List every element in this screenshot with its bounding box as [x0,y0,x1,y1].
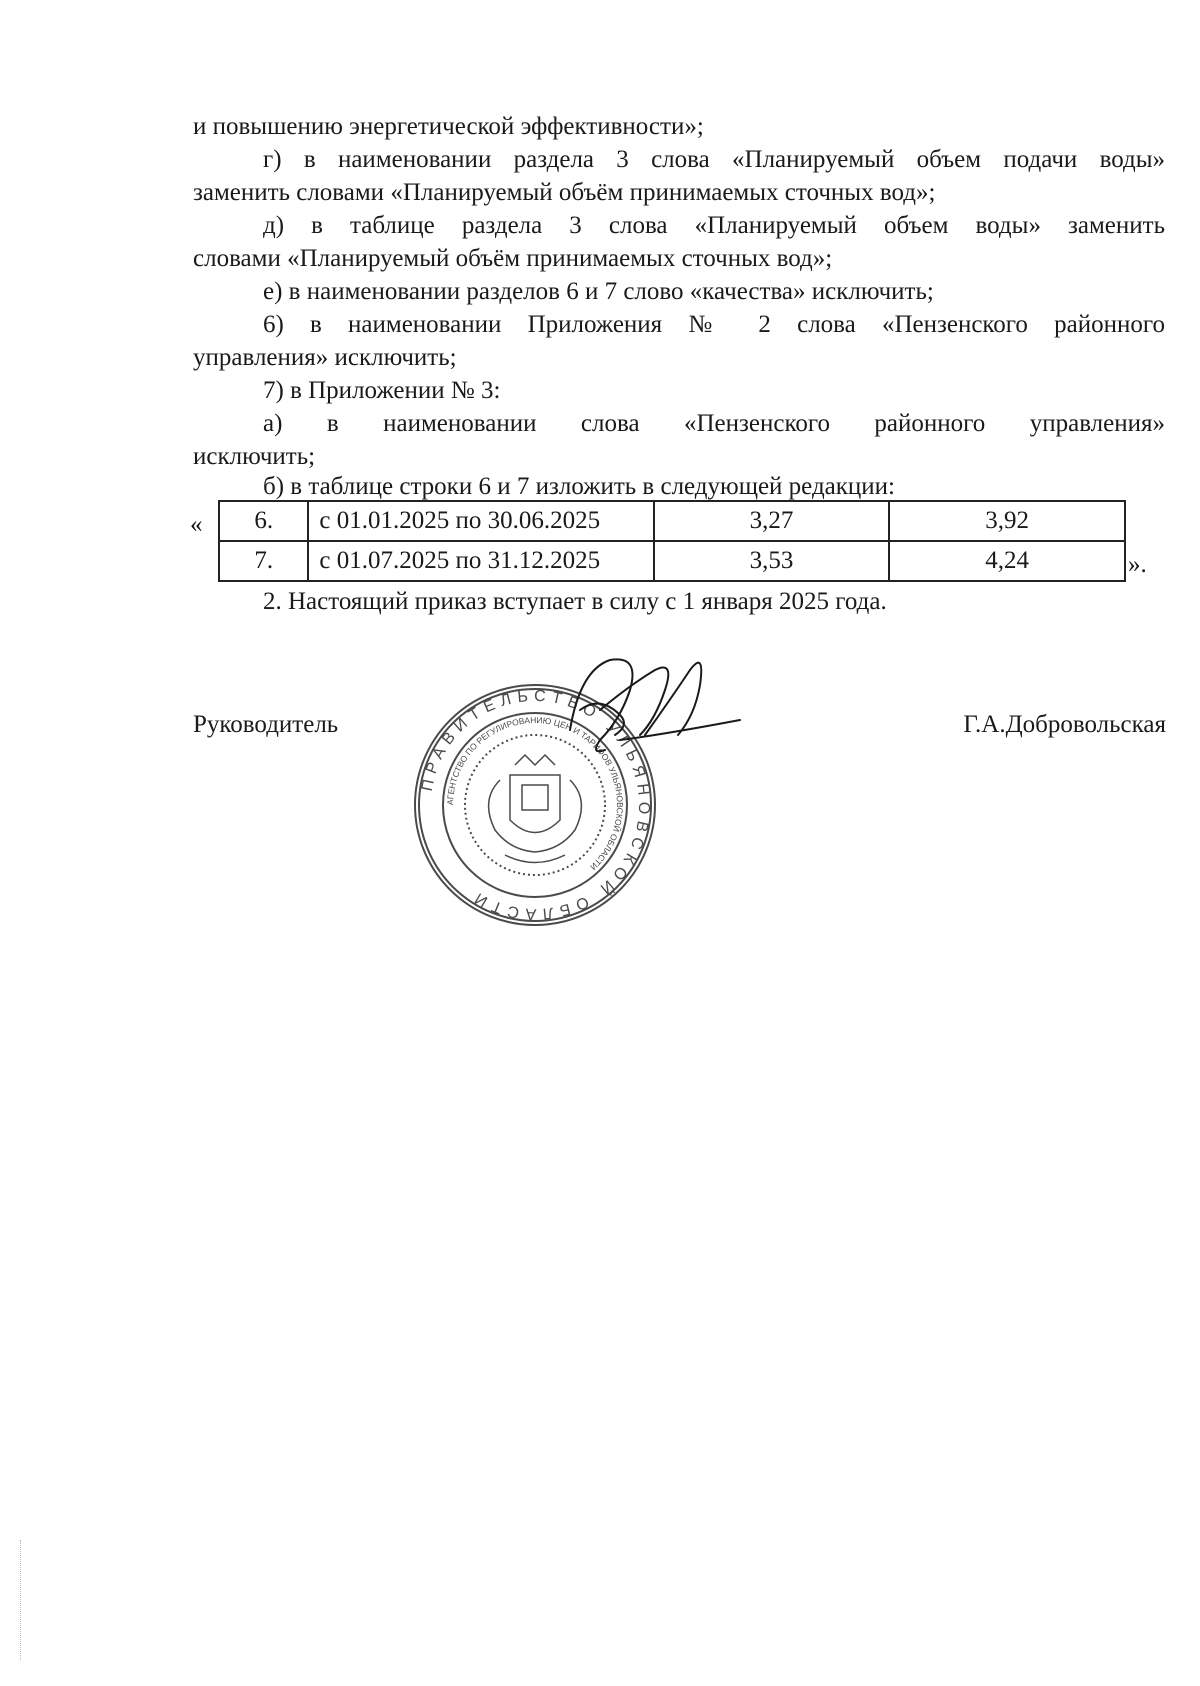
paragraph-g-line2: заменить словами «Планируемый объём принимаемых сточных вод»; [193,179,936,206]
paragraph-d-line2: словами «Планируемый объём принимаемых сточных вод»; [193,245,833,272]
paragraph-d-line1: д) в таблице раздела 3 слова «Планируемый объем воды» заменить [263,212,1165,239]
row-number: 7. [219,541,308,581]
paragraph-7: 7) в Приложении № 3: [263,377,501,404]
paragraph-e: е) в наименовании разделов 6 и 7 слово «качества» исключить; [263,278,934,305]
signatory-name: Г.А.Добровольская [963,711,1166,738]
table-row [219,541,1125,581]
handwritten-signature [560,640,750,780]
paragraph-a-line1: а) в наименовании слова «Пензенского районного управления» [263,410,1165,437]
row-value-2: 3,92 [889,501,1125,541]
table-open-quote: « [190,511,203,538]
table-row [219,501,1125,541]
paragraph-2-effective-date: 2. Настоящий приказ вступает в силу с 1 января 2025 года. [263,588,887,615]
scan-artifact [20,1540,25,1660]
paragraph-6-line1: 6) в наименовании Приложения № 2 слова «Пензенского районного [263,311,1165,338]
row-value-2: 4,24 [889,541,1125,581]
row-period: с 01.01.2025 по 30.06.2025 [308,501,653,541]
paragraph-b: б) в таблице строки 6 и 7 изложить в следующей редакции: [263,473,895,500]
row-number: 6. [219,501,308,541]
paragraph-6-line2: управления» исключить; [193,344,457,371]
paragraph-line: и повышению энергетической эффективности»; [193,113,704,140]
table-close-quote: ». [1128,551,1147,578]
row-period: с 01.07.2025 по 31.12.2025 [308,541,653,581]
row-value-1: 3,27 [654,501,890,541]
row-value-1: 3,53 [654,541,890,581]
tariff-table [218,500,1126,582]
paragraph-a-line2: исключить; [193,443,316,470]
svg-text:АГЕНТСТВО ПО РЕГУЛИРОВАНИЮ ЦЕН: АГЕНТСТВО ПО РЕГУЛИРОВАНИЮ ЦЕН И ТАРИФОВ УЛЬЯНОВСКОЙ ОБЛАСТИ [444,714,626,873]
signatory-title: Руководитель [193,711,339,738]
svg-text:ПРАВИТЕЛЬСТВО УЛЬЯНОВСКОЙ ОБЛА: ПРАВИТЕЛЬСТВО УЛЬЯНОВСКОЙ ОБЛАСТИ [418,687,653,923]
paragraph-g-line1: г) в наименовании раздела 3 слова «Планируемый объем подачи воды» [263,146,1165,173]
